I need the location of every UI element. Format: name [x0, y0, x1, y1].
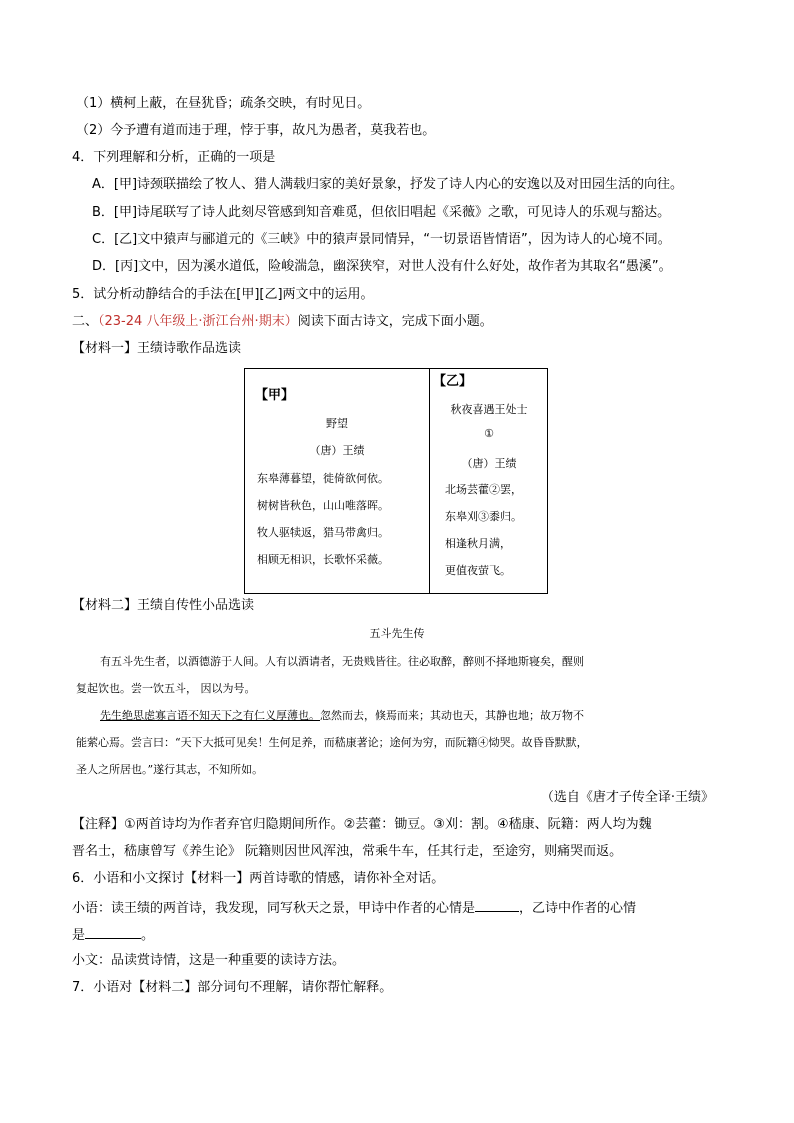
poem-yi-line: 更值夜萤飞。	[445, 564, 511, 577]
poem-yi-line: 相逢秋月满，	[445, 537, 511, 550]
xiaoyu-text-c: 是	[72, 928, 86, 943]
xiaoyu-text-a: 小语：读王绩的两首诗，我发现，同写秋天之景，甲诗中作者的心情是	[72, 901, 476, 916]
q4-option-c: C．[乙]文中猿声与郦道元的《三峡》中的猿声景同情异，“一切景语皆情语”，因为诗人的心境不同。	[92, 232, 671, 247]
xiaoyu-text-d: 。	[141, 928, 155, 943]
material1-heading: 【材料一】王绩诗歌作品选读	[72, 341, 242, 356]
xiaoyu-text-b: ，乙诗中作者的心情	[519, 901, 637, 916]
q6-xiaowen: 小文：品读赏诗情，这是一种重要的读诗方法。	[72, 953, 346, 968]
answer-blank-yi[interactable]	[85, 926, 141, 939]
paragraph2-line1-rest: 忽然而去，倏焉而来；其动也天，其静也地；故万物不	[320, 709, 584, 722]
notes-line-2: 晋名士，嵇康曾写《养生论》 阮籍则因世风浑浊，常乘牛车，任其行走，至途穷，则痛哭而返。	[72, 844, 623, 859]
material2-paragraph2-line2: 能萦心焉。尝言曰：“天下大抵可见矣！生何足养，而嵇康著论；途何为穷，而阮籍④恸哭。故昏昏默默，	[76, 736, 588, 749]
q4-option-a: A．[甲]诗颈联描绘了牧人、猎人满载归家的美好景象，抒发了诗人内心的安逸以及对田园生活的向往。	[92, 177, 684, 192]
poem-yi-title: 秋夜喜遇王处士	[450, 403, 528, 416]
q7-stem: 7．小语对【材料二】部分词句不理解，请你帮忙解释。	[72, 980, 393, 995]
q6-xiaoyu-line1	[72, 899, 636, 917]
material2-heading: 【材料二】王绩自传性小品选读	[72, 598, 255, 613]
section2-source: （23-24 八年级上·浙江台州·期末）	[98, 314, 298, 329]
material2-paragraph1-line1: 有五斗先生者，以酒德游于人间。人有以酒请者，无贵贱皆往。往必取醉，醉则不择地斯寝矣，醒则	[100, 655, 584, 668]
q6-xiaoyu-line2	[72, 926, 154, 944]
q4-stem: 4．下列理解和分析，正确的一项是	[72, 150, 276, 165]
poem-table	[244, 368, 548, 594]
poem-yi-title-note: ①	[484, 427, 494, 440]
underlined-sentence: 先生绝思虑寡言语不知天下之有仁义厚薄也。	[100, 709, 320, 722]
material2-paragraph2-line1	[100, 709, 584, 723]
notes-line-1: 【注释】①两首诗均为作者弃官归隐期间所作。②芸藿：锄豆。③刈：割。④嵇康、阮籍：两人均为魏	[72, 817, 652, 832]
poem-yi-label: 【乙】	[433, 374, 473, 389]
poem-jia-title: 野望	[326, 417, 348, 430]
material2-paragraph1-line2: 复起饮也。尝一饮五斗， 因以为号。	[76, 682, 256, 695]
q5-stem: 5．试分析动静结合的手法在[甲][乙]两文中的运用。	[72, 287, 374, 302]
section2-header	[72, 314, 493, 330]
q6-stem: 6．小语和小文探讨【材料一】两首诗歌的情感，请你补全对话。	[72, 871, 445, 886]
section2-prefix: 二、	[72, 314, 99, 329]
poem-yi-author: （唐）王绩	[461, 457, 517, 470]
section2-instruction: 阅读下面古诗文，完成下面小题。	[297, 314, 493, 329]
poem-yi-line: 东皋刈③黍归。	[445, 510, 522, 523]
q4-option-b: B．[甲]诗尾联写了诗人此刻尽管感到知音难觅，但依旧唱起《采薇》之歌，可见诗人的乐观与豁达。	[92, 205, 671, 220]
translation-line-1: （1）横柯上蔽，在昼犹昏；疏条交映，有时见日。	[76, 96, 371, 111]
poem-jia-line: 牧人驱犊返，猎马带禽归。	[257, 526, 389, 539]
material2-title: 五斗先生传	[369, 627, 425, 640]
poem-yi-line: 北场芸藿②罢，	[445, 483, 522, 496]
answer-blank-jia[interactable]	[475, 899, 519, 912]
poem-jia-line: 相顾无相识，长歌怀采薇。	[257, 553, 389, 566]
poem-jia-label: 【甲】	[255, 388, 295, 403]
poem-jia-author: （唐）王绩	[309, 444, 365, 457]
q4-option-d: D．[丙]文中，因为溪水道低，险峻湍急，幽深狭窄，对世人没有什么好处，故作者为其取名“愚溪”。	[92, 259, 672, 274]
material2-paragraph2-line3: 圣人之所居也。”遂行其志，不知所如。	[76, 763, 264, 776]
poem-jia-line: 树树皆秋色，山山唯落晖。	[257, 499, 389, 512]
translation-line-2: （2）今予遭有道而违于理，悖于事，故凡为愚者，莫我若也。	[76, 123, 436, 138]
poem-jia-line: 东皋薄暮望，徙倚欲何依。	[257, 472, 389, 485]
material2-citation: （选自《唐才子传全译·王绩》	[540, 790, 714, 805]
